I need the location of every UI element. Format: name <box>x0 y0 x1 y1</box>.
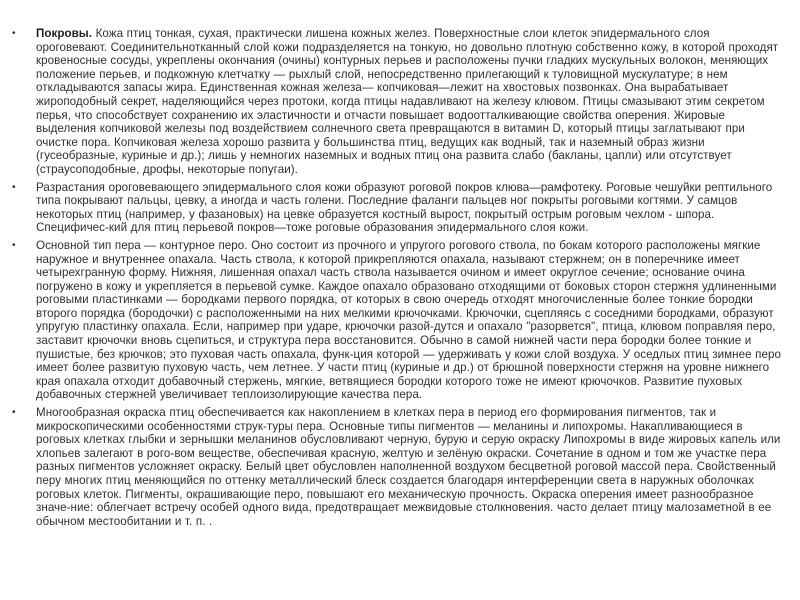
list-item-integument <box>12 27 782 177</box>
list-item-contour-feather <box>12 239 782 402</box>
paragraph-text: Многообразная окраска птиц обеспечивается как накоплением в клетках пера в период его формирования пигментов, так и микроскопическими особенностями струк-туры пера. Основные типы пигментов — меланины и липохромы. Накапливающиеся в роговых клетках глыбки и зернышки меланинов обусловливают черную, бурую и серую окраску Липохромы в виде жировых капель или хлопьев залегают в рого-вом веществе, обеспечивая красную, желтую и зелёную окраски. Сочетание в одном и том же участке пера разных пигментов усложняет окраску. Белый цвет обусловлен наполненной воздухом бесцветной роговой массой пера. Свойственный перу многих птиц меняющийся по оттенку металлический блеск создается благодаря интерференции света в наружных оболочках роговых клеток. Пигменты, окрашивающие перо, повышают его механическую прочность. Окраска оперения имеет разнообразное значе-ние: облегчает встречу особей одного вида, предотвращает межвидовые столкновения. часто делает птицу малозаметной в ее обычном местообитании и т. п. . <box>36 406 781 528</box>
paragraph-lead: Покровы. <box>36 27 93 40</box>
bullet-icon: • <box>12 181 16 193</box>
bullet-icon: • <box>12 28 16 39</box>
bullet-list <box>12 27 782 532</box>
paragraph-text: Кожа птиц тонкая, сухая, практически лишена кожных желез. Поверхностные слои клеток эпидермального слоя ороговевают. Соединительнотканный слой кожи подразделяется на тонкую, но довольно плотную собственно кожу, в которой проходят кровеносные сосуды, укреплены окончания (очины) контурных перьев и расположены пучки гладких мускульных волокон, меняющих положение перьев, и подкожную клетчатку — рыхлый слой, непосредственно прилегающий к туловищной мускулатуре; в нем откладываются запасы жира. Единственная кожная железа— копчиковая—лежит на хвостовых позвонках. Она вырабатывает жироподобный секрет, наделяющийся через протоки, когда птицы надавливают на железу клювом. Птицы смазывают этим секретом перья, что способствует сохранению их эластичности и отчасти повышает водоотталкивающие свойства оперения. Жировые выделения копчиковой железы под воздействием солнечного света превращаются в витамин D, который птицы заглатывают при очистке пора. Копчиковая железа хорошо развита у большинства птиц, ведущих как водный, так и наземный образ жизни (гусеобразные, куриные и др.); лишь у немногих наземных и водных птиц она развита слабо (бакланы, цапли) или отсутствует (страусоподобные, дрофы, некоторые попугаи). <box>36 27 779 176</box>
list-item-horny-cover <box>12 181 782 235</box>
paragraph-text: Разрастания ороговевающего эпидермального слоя кожи образуют роговой покров клюва—рамфотеку. Роговые чешуйки рептильного типа покрывают пальцы, цевку, а иногда и часть голени. Последние фаланги пальцев ног покрыты роговыми когтями. У самцов некоторых птиц (например, у фазановых) на цевке образуется костный вырост, покрытый острым роговым чехлом - шпора. Специфичес-кий для птиц перьевой покров—тоже роговые образования эпидермального слоя кожи. <box>36 180 773 235</box>
paragraph-text: Основной тип пера — контурное перо. Оно состоит из прочного и упругого рогового ствола, по бокам которого расположены мягкие наружное и внутреннее опахала. Часть ствола, к которой прикрепляются опахала, называют стержнем; он в поперечнике имеет четырехгранную форму. Нижняя, лишенная опахал часть ствола называется очином и имеет округлое сечение; основание очина погружено в кожу и укрепляется в перьевой сумке. Каждое опахало образовано отходящими от боковых сторон стержня удлиненными роговыми пластинками — бородками первого порядка, от которых в свою очередь отходят многочисленные более тонкие бородки второго порядка (бородочки) с расположенными на них мелкими крючочками. Крючочки, сцепляясь с соседними бородками, образуют упругую пластинку опахала. Если, например при ударе, крючочки разой-дутся и опахало "разорвется", птица, клювом поправляя перо, заставит крючочки вновь сцепиться, и структура пера восстановится. Обычно в самой нижней части пера бородки более тонкие и пушистые, без крючков; это пуховая часть опахала, функ-ция которой — удерживать у кожи слой воздуха. У оседлых птиц зимнее перо имеет более развитую пуховую часть, чем летнее. У части птиц (куриные и др.) от брюшной поверхности стержня на уровне нижнего края опахала отходит добавочный стержень, мягкие, ветвящиеся бородки которого тоже не имеют крючочков. Развитие пуховых добавочных стержней увеличивает теплоизолирующие качества пера. <box>36 238 781 402</box>
bullet-icon: • <box>12 407 16 419</box>
bullet-icon: • <box>12 239 16 251</box>
list-item-coloration <box>12 406 782 528</box>
